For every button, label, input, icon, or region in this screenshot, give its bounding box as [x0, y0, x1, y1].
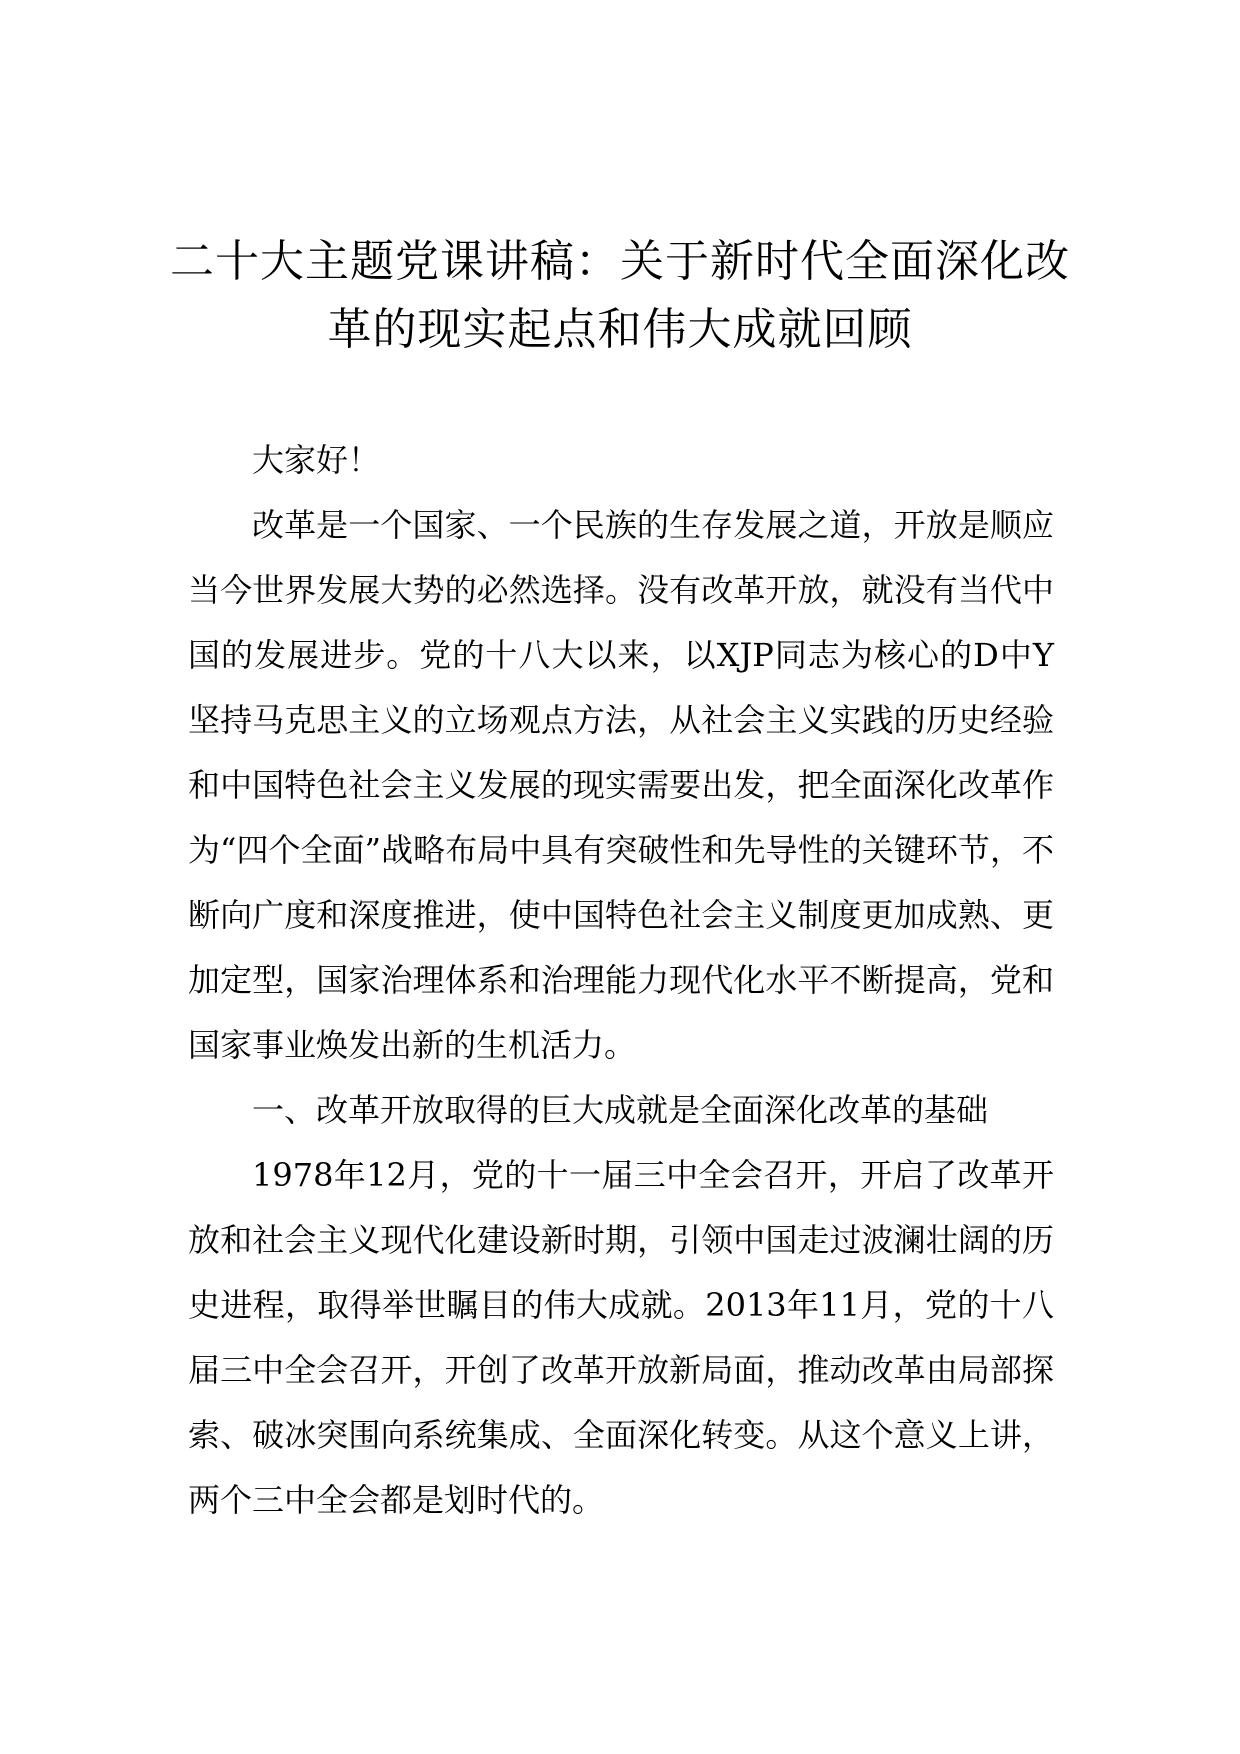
section-heading: 一、改革开放取得的巨大成就是全面深化改革的基础	[252, 1091, 989, 1129]
greeting-paragraph: 大家好！	[252, 441, 381, 479]
intro-paragraph: 改革是一个国家、一个民族的生存发展之道，开放是顺应当今世界发展大势的必然选择。没有改革开放，就没有当代中国的发展进步。党的十八大以来，以XJP同志为核心的D中Y坚持马克思主义的立场观点方法，从社会主义实践的历史经验和中国特色社会主义发展的现实需要出发，把全面深化改革作为“四个全面”战略布局中具有突破性和先导性的关键环节，不断向广度和深度推进，使中国特色社会主义制度更加成熟、更加定型，国家治理体系和治理能力现代化水平不断提高，党和国家事业焕发出新的生机活力。	[188, 506, 1054, 1064]
document-title: 二十大主题党课讲稿：关于新时代全面深化改革的现实起点和伟大成就回顾	[170, 236, 1070, 355]
document-body	[188, 428, 1054, 1533]
history-paragraph: 1978年12月，党的十一届三中全会召开，开启了改革开放和社会主义现代化建设新时期，引领中国走过波澜壮阔的历史进程，取得举世瞩目的伟大成就。2013年11月，党的十八届三中全会召开，开创了改革开放新局面，推动改革由局部探索、破冰突围向系统集成、全面深化转变。从这个意义上讲，两个三中全会都是划时代的。	[188, 1156, 1054, 1519]
